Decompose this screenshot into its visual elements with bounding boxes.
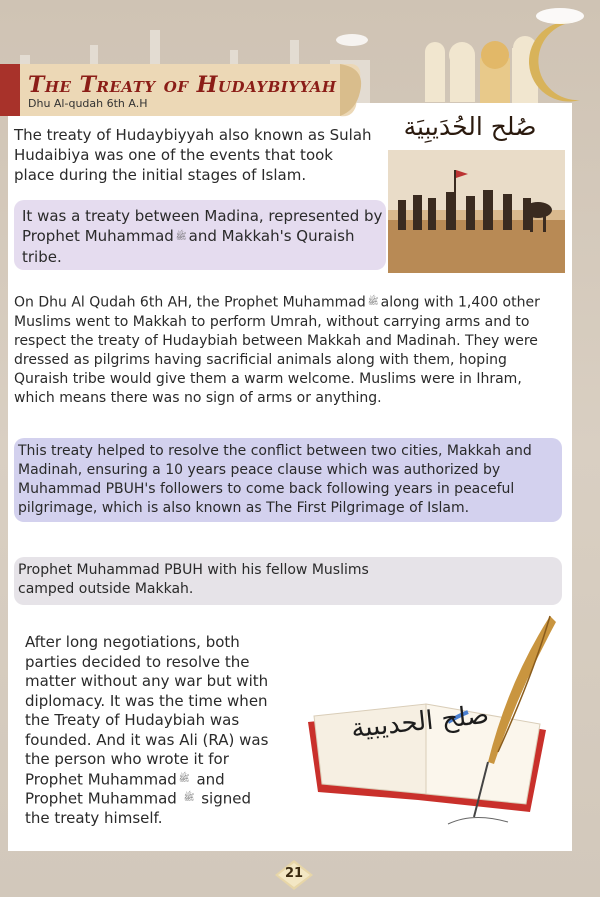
box3-text: Prophet Muhammad PBUH with his fellow Muslims camped outside Makkah. — [18, 562, 369, 597]
final-part3: signed the treaty himself. — [25, 789, 251, 827]
book-arabic-calligraphy: صلح الحديبية — [349, 699, 491, 745]
pbuh-calligraphy-icon: ﷺ — [178, 773, 190, 784]
final-part1: After long negotiations, both parties decided to resolve the matter without any war but with diplomacy. It was the time when the Treaty of Hudaybiah was founded. And it was Ali (RA) was the person who wrote it for Prophet Muhammad — [25, 633, 269, 788]
page-number: 21 — [284, 866, 304, 881]
page-subtitle: Dhu Al-qudah 6th A.H — [28, 97, 148, 110]
page-title: The Treaty of Hudaybiyyah — [28, 72, 337, 98]
pbuh-calligraphy-icon: ﷺ — [367, 297, 379, 307]
box2-text: This treaty helped to resolve the conflict between two cities, Makkah and Madinah, ensuring a 10 years peace clause which was authorized by Muhammad PBUH's followers to come back following years in peaceful pilgrimage, which is also known as The First Pilgrimage of Islam. — [18, 443, 532, 516]
box1-text-part2: and Makkah's Quraish tribe. — [22, 227, 355, 266]
final-part2: and Prophet Muhammad — [25, 769, 225, 808]
intro-paragraph: The treaty of Hudaybiyyah also known as Sulah Hudaibiya was one of the events that took place during the initial stages of Islam. — [14, 126, 372, 184]
negotiation-paragraph — [25, 633, 280, 829]
pbuh-calligraphy-icon: ﷺ — [175, 231, 187, 242]
pbuh-calligraphy-icon: ﷺ — [183, 793, 195, 804]
box1-text — [22, 206, 387, 267]
para2-part1: On Dhu Al Qudah 6th AH, the Prophet Muhammad — [14, 294, 366, 311]
box1-text-part1: It was a treaty between Madina, represented by Prophet Muhammad — [22, 207, 383, 245]
caravan-illustration — [388, 150, 565, 273]
para2-part2: along with 1,400 other Muslims went to Makkah to perform Umrah, without carrying arms and to respect the treaty of Hudaybiah between Makkah and Madinah. They were dressed as pilgrims having sacrificial animals along with them, hoping Quraish tribe would give them a warm welcome. Muslims were in Ihram, which means there was no sign of arms or anything. — [14, 294, 540, 406]
pilgrimage-paragraph — [14, 293, 562, 408]
arabic-heading: صُلح الحُدَيبِيَة — [403, 112, 537, 141]
